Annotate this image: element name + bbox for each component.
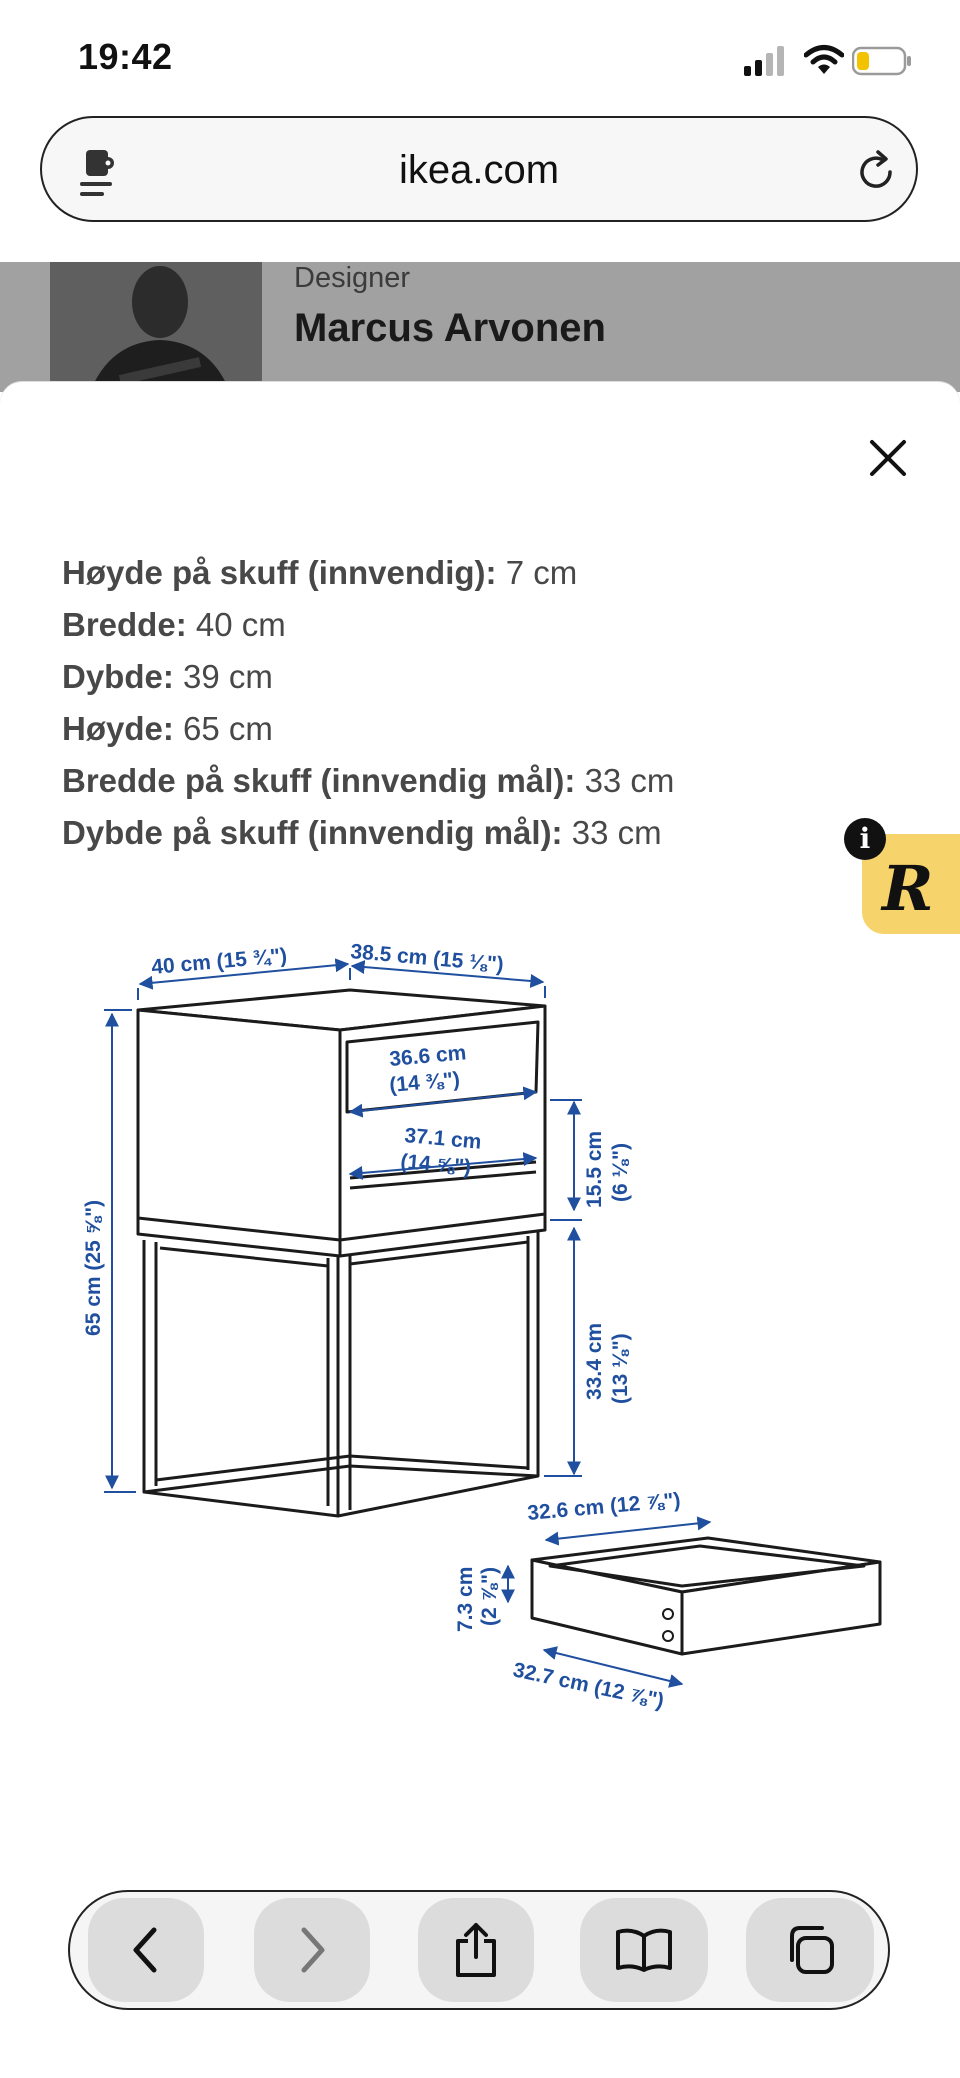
inner-width-label: 37.1 cm — [403, 1124, 483, 1154]
depth-label: 38.5 cm (15 ⅛") — [349, 940, 505, 977]
dimension-row — [62, 606, 286, 644]
height-label: 65 cm (25 ⅝") — [82, 1199, 105, 1336]
designer-label: Designer — [294, 262, 411, 294]
designer-name[interactable]: Marcus Arvonen — [294, 306, 606, 350]
browser-toolbar — [68, 1890, 890, 2010]
leg-height-label: (13 ⅛") — [609, 1333, 632, 1404]
drawer-height-label: (2 ⅞") — [478, 1567, 501, 1626]
dimension-label: Dybde på skuff (innvendig mål): — [62, 814, 563, 851]
width-label: 40 cm (15 ¾") — [150, 944, 288, 979]
dimension-label: Dybde: — [62, 658, 174, 695]
cellular-signal-icon — [744, 46, 786, 76]
share-icon — [450, 1921, 502, 1979]
reader-logo: R — [882, 852, 934, 925]
dimension-value: 33 cm — [584, 762, 675, 799]
dimension-value: 7 cm — [505, 554, 578, 591]
dimension-value: 65 cm — [183, 710, 273, 747]
url-text[interactable]: ikea.com — [398, 148, 560, 192]
battery-icon — [852, 46, 912, 76]
designer-photo — [50, 262, 262, 392]
page-backdrop[interactable] — [0, 262, 960, 392]
inner-width-label: 36.6 cm — [388, 1041, 468, 1071]
drawer-depth-label: 32.7 cm (12 ⅞") — [510, 1658, 666, 1713]
wifi-icon — [804, 44, 844, 76]
dimension-row — [62, 762, 674, 800]
status-time: 19:42 — [78, 36, 173, 77]
back-button[interactable] — [88, 1898, 204, 2002]
inner-width-label: (14 ⅜") — [388, 1067, 461, 1097]
dimension-value: 40 cm — [195, 606, 286, 643]
dimension-label: Bredde: — [62, 606, 187, 643]
drawer-height-label: 7.3 cm — [454, 1566, 477, 1632]
forward-button[interactable] — [254, 1898, 370, 2002]
url-bar[interactable] — [40, 116, 918, 222]
shelf-height-label: (6 ⅛") — [609, 1143, 632, 1202]
share-button[interactable] — [418, 1898, 534, 2002]
chevron-left-icon — [126, 1926, 166, 1974]
dimension-label: Bredde på skuff (innvendig mål): — [62, 762, 576, 799]
dimension-row — [62, 710, 273, 748]
book-icon — [614, 1926, 674, 1974]
tabs-button[interactable] — [746, 1898, 874, 2002]
dimension-value: 39 cm — [183, 658, 273, 695]
chevron-right-icon — [292, 1926, 332, 1974]
info-icon[interactable]: i — [844, 818, 886, 860]
dimension-row — [62, 658, 273, 696]
drawer-width-label: 32.6 cm (12 ⅞") — [526, 1488, 682, 1525]
shelf-height-label: 15.5 cm — [583, 1130, 606, 1208]
measurement-diagram — [60, 880, 900, 1760]
close-icon[interactable] — [862, 432, 914, 484]
dimension-value: 33 cm — [571, 814, 662, 851]
leg-height-label: 33.4 cm — [583, 1322, 606, 1400]
dimension-row — [62, 814, 662, 852]
bookmarks-button[interactable] — [580, 1898, 708, 2002]
dimension-label: Høyde på skuff (innvendig): — [62, 554, 497, 591]
inner-width-label: (14 ⅝") — [399, 1150, 472, 1180]
reload-icon[interactable] — [852, 148, 900, 196]
dimension-row — [62, 554, 577, 592]
tabs-icon — [782, 1922, 838, 1978]
dimension-label: Høyde: — [62, 710, 174, 747]
